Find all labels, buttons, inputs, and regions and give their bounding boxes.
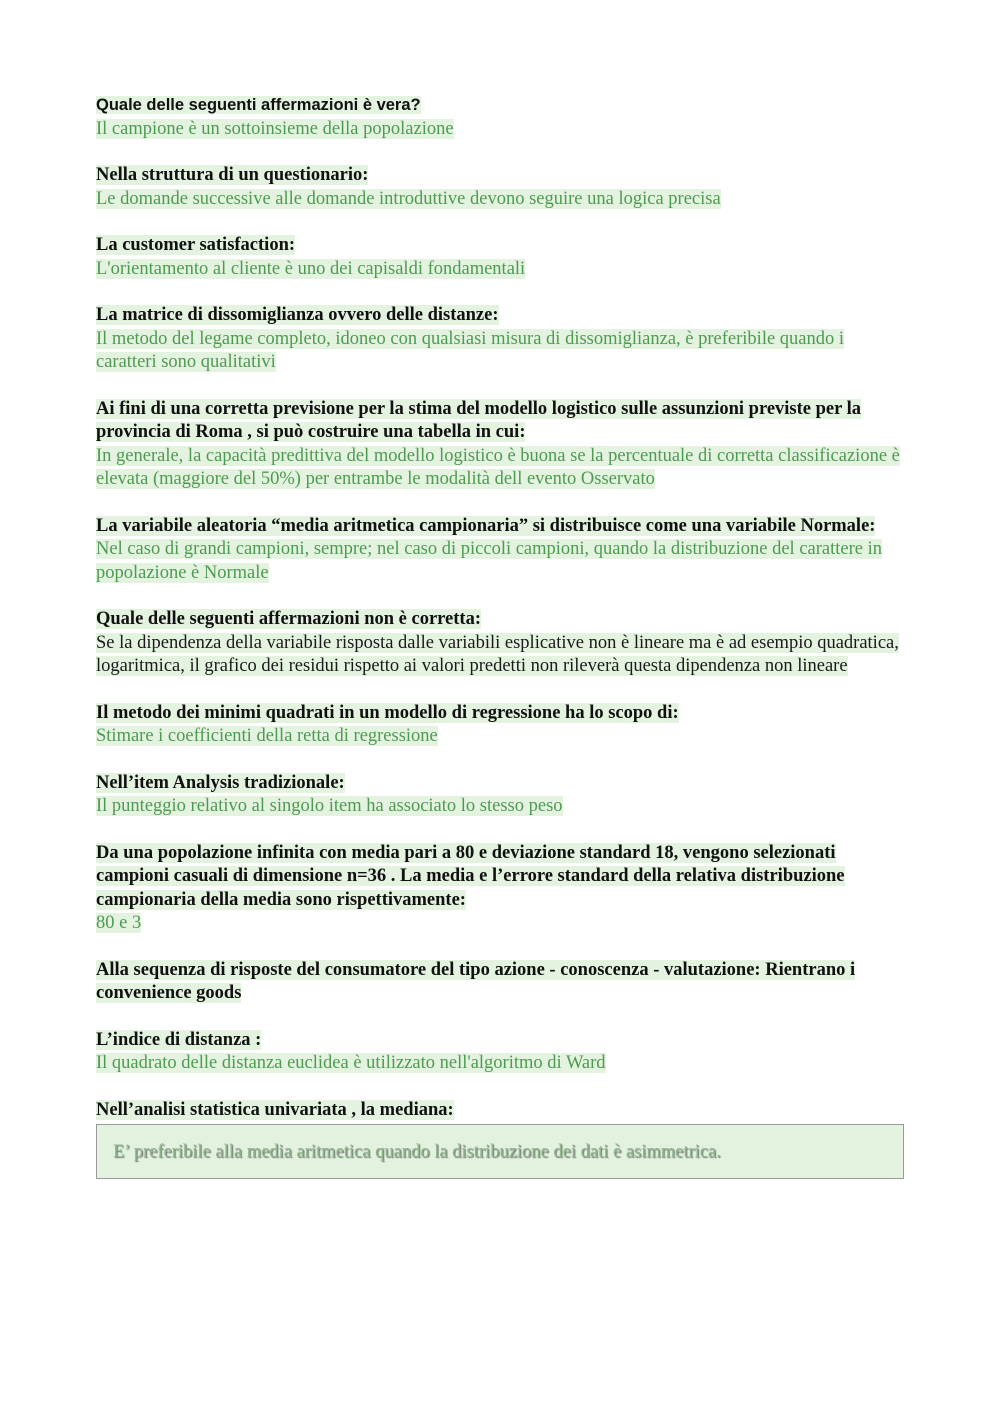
qa-item-6 <box>96 515 904 586</box>
question-text: Il metodo dei minimi quadrati in un modello di regressione ha lo scopo di: <box>96 702 679 723</box>
answer-text: Nel caso di grandi campioni, sempre; nel caso di piccoli campioni, quando la distribuzione del carattere in popolazione è Normale <box>96 539 882 583</box>
question-text: L’indice di distanza : <box>96 1029 262 1050</box>
qa-item-4 <box>96 304 904 375</box>
answer-text: Il metodo del legame completo, idoneo con qualsiasi misura di dissomiglianza, è preferibile quando i caratteri sono qualitativi <box>96 328 845 372</box>
qa-item-1 <box>96 94 904 141</box>
qa-item-11 <box>96 959 904 1006</box>
answer-text: Il campione è un sottoinsieme della popolazione <box>96 118 454 139</box>
qa-item-12 <box>96 1029 904 1076</box>
answer-text: Stimare i coefficienti della retta di regressione <box>96 726 438 746</box>
question-text: La matrice di dissomiglianza ovvero delle distanze: <box>96 305 499 325</box>
question-text: Nella struttura di un questionario: <box>96 165 369 185</box>
answer-text: L'orientamento al cliente è uno dei capisaldi fondamentali <box>96 258 526 279</box>
answer-text: In generale, la capacità predittiva del modello logistico è buona se la percentuale di corretta classificazione è elevata (maggiore del 50%) per entrambe le modalità dell evento Osservato <box>96 445 900 489</box>
question-text: Nell’analisi statistica univariata , la mediana: <box>96 1099 454 1120</box>
qa-item-13 <box>96 1099 904 1180</box>
answer-text: Le domande successive alle domande introduttive devono seguire una logica precisa <box>96 188 721 209</box>
document-page <box>96 94 904 1202</box>
answer-text: 80 e 3 <box>96 913 142 933</box>
qa-item-10 <box>96 842 904 936</box>
answer-text: Il quadrato delle distanza euclidea è utilizzato nell'algoritmo di Ward <box>96 1053 606 1073</box>
qa-item-2 <box>96 164 904 211</box>
question-text: Quale delle seguenti affermazioni è vera? <box>96 96 421 114</box>
answer-text: Il punteggio relativo al singolo item ha associato lo stesso peso <box>96 796 563 816</box>
question-text: Alla sequenza di risposte del consumatore del tipo azione - conoscenza - valutazione: Rientrano i convenience goods <box>96 959 856 1003</box>
question-text: Quale delle seguenti affermazioni non è corretta: <box>96 609 481 629</box>
answer-text: E’ preferibile alla media aritmetica quando la distribuzione dei dati è asimmetrica. <box>113 1142 721 1162</box>
question-text: La customer satisfaction: <box>96 235 296 255</box>
question-text: Da una popolazione infinita con media pari a 80 e deviazione standard 18, vengono selezionati campioni casuali di dimensione n=36 . La media e l’errore standard della relativa distribuzione campionaria della media sono rispettivamente: <box>96 842 845 910</box>
qa-item-3 <box>96 234 904 281</box>
question-text: Nell’item Analysis tradizionale: <box>96 772 345 793</box>
question-text: Ai fini di una corretta previsione per la stima del modello logistico sulle assunzioni previste per la provincia di Roma , si può costruire una tabella in cui: <box>96 398 862 442</box>
answer-box <box>96 1124 904 1179</box>
qa-item-5 <box>96 398 904 492</box>
question-text: La variabile aleatoria “media aritmetica campionaria” si distribuisce come una variabile Normale: <box>96 515 876 536</box>
qa-item-8 <box>96 702 904 749</box>
qa-item-9 <box>96 772 904 819</box>
answer-text: Se la dipendenza della variabile risposta dalle variabili esplicative non è lineare ma è ad esempio quadratica, logaritmica, il grafico dei residui rispetto ai valori predetti non rileverà questa dipendenza non lineare <box>96 632 899 676</box>
qa-item-7 <box>96 608 904 679</box>
